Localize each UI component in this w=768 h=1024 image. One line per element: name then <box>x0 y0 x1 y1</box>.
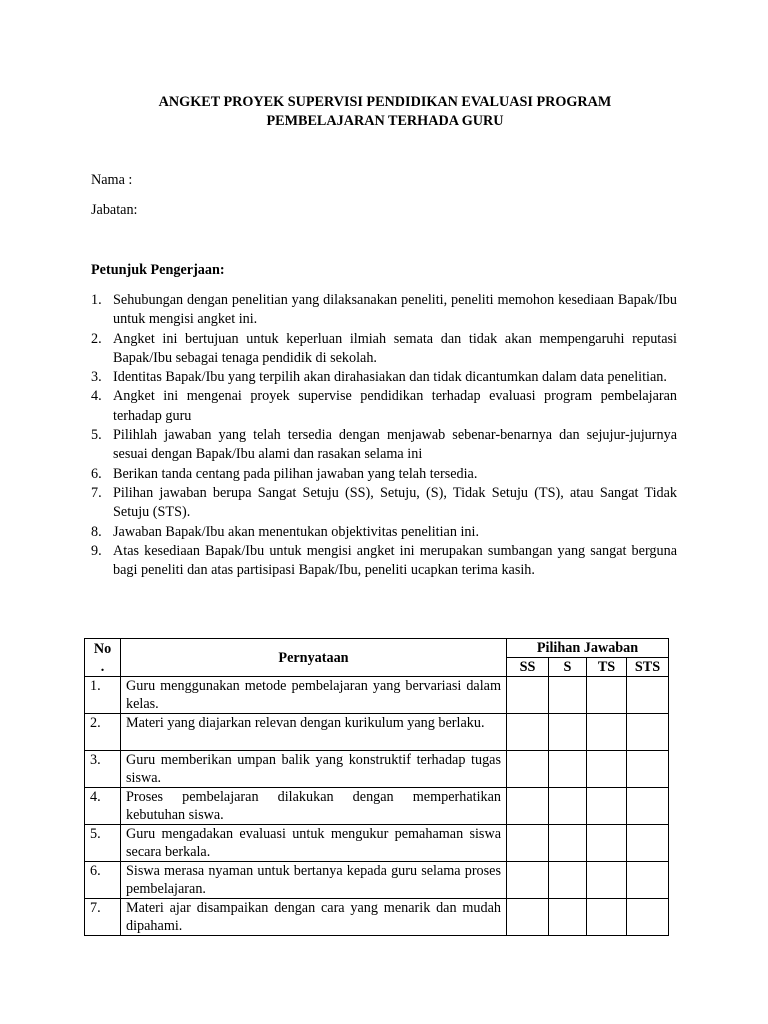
header-no <box>85 639 121 677</box>
header-choices: Pilihan Jawaban <box>507 639 669 658</box>
answer-cell-ss[interactable] <box>507 825 549 862</box>
row-statement: Materi yang diajarkan relevan dengan kurikulum yang berlaku. <box>121 714 507 751</box>
instruction-number: 7. <box>91 484 102 501</box>
instruction-text: Berikan tanda centang pada pilihan jawaban yang telah tersedia. <box>113 465 478 482</box>
table-row <box>85 677 669 714</box>
header-choice-sts: STS <box>627 658 669 677</box>
instruction-item <box>91 542 677 581</box>
table-row <box>85 788 669 825</box>
header-no-line-1: No <box>93 640 112 657</box>
table-row <box>85 714 669 751</box>
answer-cell-ts[interactable] <box>587 714 627 751</box>
instructions-heading: Petunjuk Pengerjaan: <box>91 262 225 278</box>
row-number: 5. <box>85 825 121 862</box>
answer-cell-sts[interactable] <box>627 862 669 899</box>
instruction-item <box>91 330 677 369</box>
row-statement: Materi ajar disampaikan dengan cara yang menarik dan mudah dipahami. <box>121 899 507 936</box>
jabatan-field-label: Jabatan: <box>91 202 138 218</box>
row-statement: Guru mengadakan evaluasi untuk mengukur pemahaman siswa secara berkala. <box>121 825 507 862</box>
header-statement: Pernyataan <box>121 639 507 677</box>
answer-cell-s[interactable] <box>549 899 587 936</box>
nama-field-label: Nama : <box>91 172 133 188</box>
instruction-item <box>91 465 677 484</box>
instruction-text: Pilihan jawaban berupa Sangat Setuju (SS), Setuju, (S), Tidak Setuju (TS), atau Sangat Tidak Setuju (STS). <box>113 484 677 521</box>
instruction-number: 3. <box>91 369 102 386</box>
answer-cell-ss[interactable] <box>507 751 549 788</box>
row-number: 4. <box>85 788 121 825</box>
answer-cell-sts[interactable] <box>627 899 669 936</box>
answer-cell-s[interactable] <box>549 751 587 788</box>
answer-cell-sts[interactable] <box>627 714 669 751</box>
header-choice-ts: TS <box>587 658 627 677</box>
answer-cell-ss[interactable] <box>507 862 549 899</box>
document-title <box>92 93 678 131</box>
answer-cell-sts[interactable] <box>627 788 669 825</box>
answer-cell-s[interactable] <box>549 677 587 714</box>
row-number: 1. <box>85 677 121 714</box>
instruction-number: 8. <box>91 523 102 540</box>
instruction-text: Angket ini mengenai proyek supervise pendidikan terhadap evaluasi program pembelajaran terhadap guru <box>113 388 677 424</box>
instruction-number: 9. <box>91 542 102 559</box>
table-row <box>85 862 669 899</box>
instruction-number: 1. <box>91 292 102 308</box>
instruction-item <box>91 484 677 523</box>
survey-table <box>84 638 669 936</box>
answer-cell-sts[interactable] <box>627 751 669 788</box>
row-statement: Guru menggunakan metode pembelajaran yang bervariasi dalam kelas. <box>121 677 507 714</box>
instructions-list <box>91 291 677 580</box>
answer-cell-s[interactable] <box>549 788 587 825</box>
answer-cell-ts[interactable] <box>587 751 627 788</box>
answer-cell-ss[interactable] <box>507 714 549 751</box>
instruction-text: Atas kesediaan Bapak/Ibu untuk mengisi angket ini merupakan sumbangan yang sangat berguna bagi peneliti dan atas partisipasi Bapak/Ibu, peneliti ucapkan terima kasih. <box>113 542 677 579</box>
table-row <box>85 751 669 788</box>
row-statement: Guru memberikan umpan balik yang konstruktif terhadap tugas siswa. <box>121 751 507 788</box>
row-statement: Proses pembelajaran dilakukan dengan memperhatikan kebutuhan siswa. <box>121 788 507 825</box>
answer-cell-ts[interactable] <box>587 788 627 825</box>
instruction-number: 5. <box>91 427 102 444</box>
answer-cell-ts[interactable] <box>587 677 627 714</box>
instruction-text: Sehubungan dengan penelitian yang dilaksanakan peneliti, peneliti memohon kesediaan Bapak/Ibu untuk mengisi angket ini. <box>113 292 677 328</box>
instruction-item <box>91 426 677 465</box>
table-header-row <box>85 639 669 658</box>
row-number: 7. <box>85 899 121 936</box>
answer-cell-ts[interactable] <box>587 899 627 936</box>
row-statement: Siswa merasa nyaman untuk bertanya kepada guru selama proses pembelajaran. <box>121 862 507 899</box>
table-row <box>85 899 669 936</box>
row-number: 2. <box>85 714 121 751</box>
answer-cell-sts[interactable] <box>627 825 669 862</box>
answer-cell-ts[interactable] <box>587 825 627 862</box>
instruction-item <box>91 523 677 542</box>
title-line-2: PEMBELAJARAN TERHADA GURU <box>266 113 504 129</box>
row-number: 6. <box>85 862 121 899</box>
row-number: 3. <box>85 751 121 788</box>
answer-cell-s[interactable] <box>549 825 587 862</box>
answer-cell-ss[interactable] <box>507 788 549 825</box>
title-line-1: ANGKET PROYEK SUPERVISI PENDIDIKAN EVALUASI PROGRAM <box>158 94 612 110</box>
header-choice-ss: SS <box>507 658 549 677</box>
instruction-number: 6. <box>91 465 102 482</box>
instruction-text: Identitas Bapak/Ibu yang terpilih akan dirahasiakan dan tidak dicantumkan dalam data penelitian. <box>113 369 667 386</box>
answer-cell-s[interactable] <box>549 714 587 751</box>
answer-cell-sts[interactable] <box>627 677 669 714</box>
instruction-item <box>91 291 677 330</box>
instruction-text: Angket ini bertujuan untuk keperluan ilmiah semata dan tidak akan mempengaruhi reputasi Bapak/Ibu sebagai tenaga pendidik di sekolah. <box>113 330 677 366</box>
table-row <box>85 825 669 862</box>
answer-cell-s[interactable] <box>549 862 587 899</box>
instruction-item <box>91 387 677 426</box>
instruction-item <box>91 368 677 387</box>
instruction-text: Pilihlah jawaban yang telah tersedia dengan menjawab sebenar-benarnya dan sejujur-jujurnya sesuai dengan Bapak/Ibu alami dan rasakan selama ini <box>113 427 677 463</box>
instruction-number: 2. <box>91 330 102 347</box>
header-no-line-2: . <box>100 658 105 675</box>
answer-cell-ss[interactable] <box>507 677 549 714</box>
answer-cell-ts[interactable] <box>587 862 627 899</box>
instruction-number: 4. <box>91 388 102 405</box>
header-choice-s: S <box>549 658 587 677</box>
instruction-text: Jawaban Bapak/Ibu akan menentukan objektivitas penelitian ini. <box>113 523 480 540</box>
answer-cell-ss[interactable] <box>507 899 549 936</box>
